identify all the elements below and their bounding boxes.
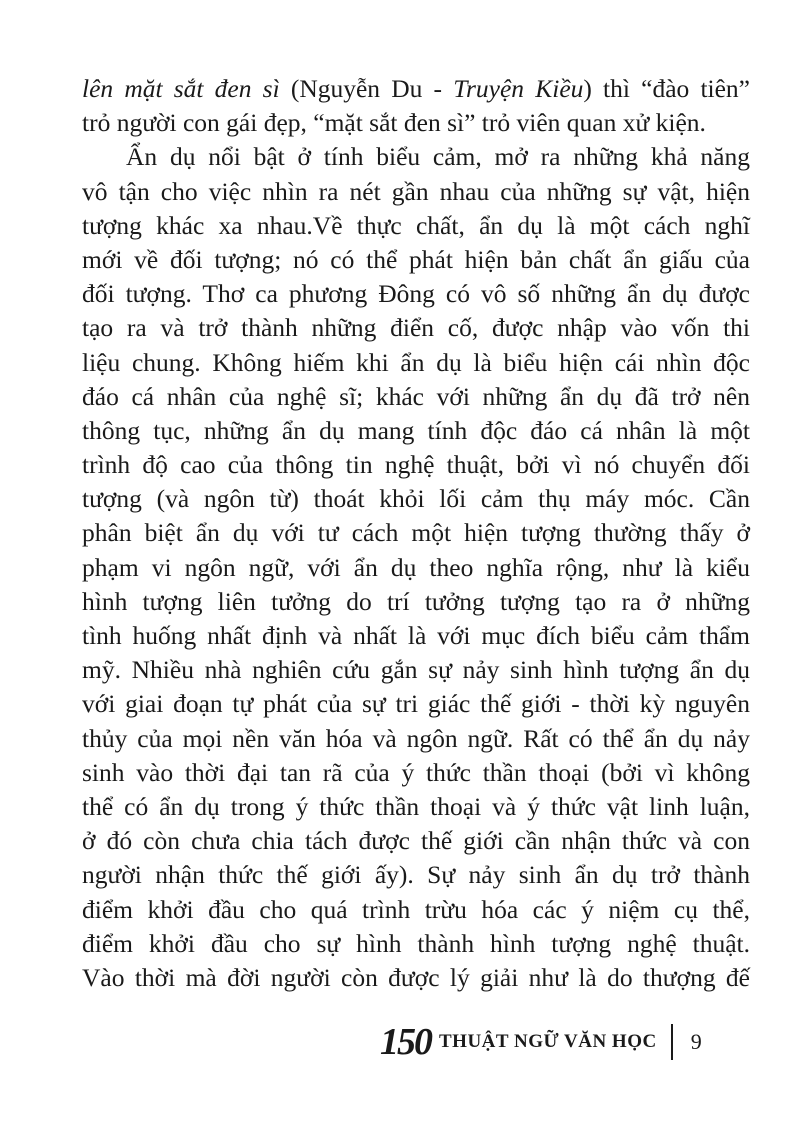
text-line <box>82 414 750 448</box>
text-line <box>82 243 750 277</box>
text-run: điểm khởi đầu cho sự hình thành hình tượng nghệ thuật. <box>82 928 750 958</box>
text-line <box>82 448 750 482</box>
footer-divider <box>671 1024 673 1060</box>
page-number: 9 <box>690 1029 702 1054</box>
text-run: liệu chung. Không hiếm khi ẩn dụ là biểu hiện cái nhìn độc <box>82 347 750 377</box>
text-run: Ẩn dụ nổi bật ở tính biểu cảm, mở ra những khả năng <box>126 142 750 172</box>
text-run: điểm khởi đầu cho quá trình trừu hóa các ý niệm cụ thể, <box>82 894 750 924</box>
text-line <box>82 140 750 174</box>
italic-text: Truyện Kiều <box>453 74 584 103</box>
text-line <box>82 551 750 585</box>
text-run: mới về đối tượng; nó có thể phát hiện bản chất ẩn giấu của <box>82 244 750 274</box>
text-line <box>82 346 750 380</box>
book-title: THUẬT NGỮ VĂN HỌC <box>439 1031 657 1052</box>
text-run: (Nguyễn Du - <box>279 74 454 103</box>
text-run: đáo cá nhân của nghệ sĩ; khác với những ẩn dụ đã trở nên <box>82 381 750 411</box>
text-run: tạo ra và trở thành những điển cố, được nhập vào vốn thi <box>82 313 750 343</box>
text-line <box>82 209 750 243</box>
text-line <box>82 756 750 790</box>
text-line <box>82 106 750 140</box>
text-run: phân biệt ẩn dụ với tư cách một hiện tượng thường thấy ở <box>82 518 750 548</box>
text-run: Vào thời mà đời người còn được lý giải như là do thượng đế <box>82 962 750 992</box>
text-run: đối tượng. Thơ ca phương Đông có vô số những ẩn dụ được <box>82 279 750 309</box>
text-run: tượng (và ngôn từ) thoát khỏi lối cảm thụ máy móc. Cần <box>82 484 750 514</box>
text-run: thủy của mọi nền văn hóa và ngôn ngữ. Rất có thể ẩn dụ nảy <box>82 723 750 753</box>
text-line <box>82 653 750 687</box>
text-line <box>82 824 750 858</box>
text-run: phạm vi ngôn ngữ, với ẩn dụ theo nghĩa rộng, như là kiểu <box>82 552 750 582</box>
text-line <box>82 722 750 756</box>
text-run: vô tận cho việc nhìn ra nét gần nhau của những sự vật, hiện <box>82 176 750 206</box>
text-line <box>82 687 750 721</box>
text-line <box>82 893 750 927</box>
text-line <box>82 858 750 892</box>
italic-text: lên mặt sắt đen sì <box>82 74 280 103</box>
body-text <box>82 72 750 995</box>
text-run: người nhận thức thế giới ấy). Sự nảy sinh ẩn dụ trở thành <box>82 860 750 890</box>
text-line <box>82 790 750 824</box>
text-line <box>82 961 750 995</box>
text-line <box>82 380 750 414</box>
book-logo: 150 <box>380 1021 431 1063</box>
text-run: hình tượng liên tưởng do trí tưởng tượng tạo ra ở những <box>82 586 750 616</box>
text-run: tình huống nhất định và nhất là với mục đích biểu cảm thẩm <box>82 621 750 650</box>
text-line <box>82 311 750 345</box>
text-run: với giai đoạn tự phát của sự tri giác thế giới - thời kỳ nguyên <box>82 689 750 719</box>
text-run: trỏ người con gái đẹp, “mặt sắt đen sì” trỏ viên quan xử kiện. <box>82 108 706 138</box>
text-line <box>82 482 750 516</box>
text-run: tượng khác xa nhau.Về thực chất, ẩn dụ là một cách nghĩ <box>82 210 750 240</box>
text-line <box>82 277 750 311</box>
text-run: ) thì “đào tiên” <box>583 74 750 103</box>
text-run: ở đó còn chưa chia tách được thế giới cần nhận thức và con <box>82 826 750 856</box>
text-line <box>82 585 750 619</box>
text-line <box>82 175 750 209</box>
text-run: trình độ cao của thông tin nghệ thuật, bởi vì nó chuyển đối <box>82 450 750 480</box>
text-line <box>82 619 750 653</box>
text-line <box>82 516 750 550</box>
text-run: mỹ. Nhiều nhà nghiên cứu gắn sự nảy sinh hình tượng ẩn dụ <box>82 655 750 685</box>
text-run: thông tục, những ẩn dụ mang tính độc đáo cá nhân là một <box>82 415 750 445</box>
text-line <box>82 927 750 961</box>
text-line <box>82 72 750 106</box>
page-footer <box>380 1022 760 1062</box>
text-run: sinh vào thời đại tan rã của ý thức thần thoại (bởi vì không <box>82 757 750 787</box>
text-run: thể có ẩn dụ trong ý thức thần thoại và ý thức vật linh luận, <box>82 791 750 821</box>
